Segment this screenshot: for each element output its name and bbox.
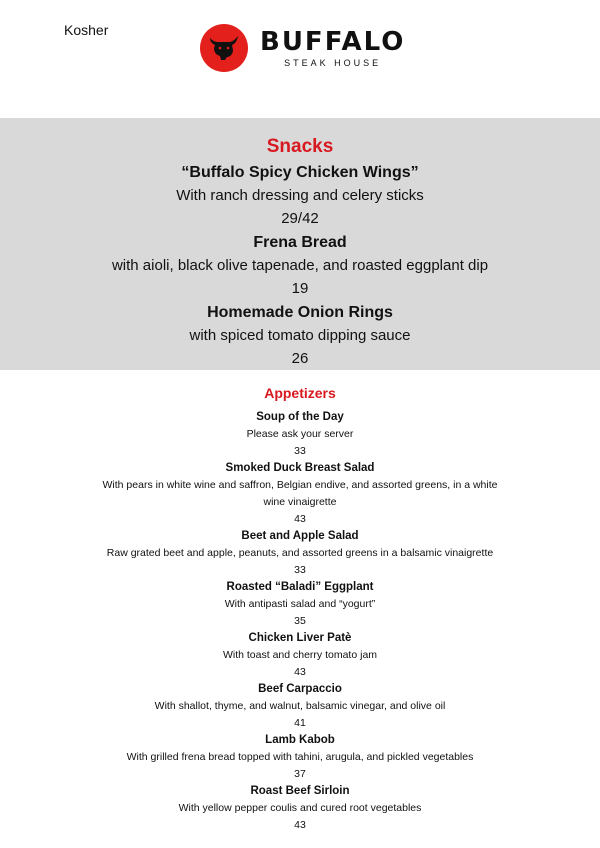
menu-item xyxy=(0,528,600,579)
menu-item xyxy=(0,460,600,528)
item-description: with aioli, black olive tapenade, and roasted eggplant dip xyxy=(111,257,489,274)
item-description: With pears in white wine and saffron, Belgian endive, and assorted greens, in a white wine vinaigrette xyxy=(102,479,498,508)
menu-item xyxy=(0,630,600,681)
item-price: 43 xyxy=(294,819,306,831)
item-name: “Buffalo Spicy Chicken Wings” xyxy=(181,164,419,181)
item-price: 35 xyxy=(294,615,306,627)
item-price: 33 xyxy=(294,564,306,576)
item-price: 26 xyxy=(291,350,309,367)
item-description: With ranch dressing and celery sticks xyxy=(176,187,424,204)
brand-logo xyxy=(200,24,405,72)
snacks-section xyxy=(0,118,600,370)
menu-item xyxy=(0,162,600,230)
item-description: With shallot, thyme, and walnut, balsamic vinegar, and olive oil xyxy=(154,700,446,712)
bull-icon xyxy=(200,24,248,72)
brand-subtitle: STEAK HOUSE xyxy=(284,58,382,68)
menu-item xyxy=(0,783,600,834)
menu-item xyxy=(0,302,600,370)
brand-name: BUFFALO xyxy=(260,27,406,57)
item-name: Beet and Apple Salad xyxy=(241,530,359,542)
item-description: With antipasti salad and “yogurt” xyxy=(224,598,376,610)
item-price: 29/42 xyxy=(281,210,319,227)
item-price: 41 xyxy=(294,717,306,729)
menu-item xyxy=(0,732,600,783)
item-price: 43 xyxy=(294,513,306,525)
menu-item xyxy=(0,232,600,300)
item-name: Chicken Liver Patè xyxy=(248,632,352,644)
item-price: 19 xyxy=(291,280,309,297)
menu-item xyxy=(0,409,600,460)
item-name: Frena Bread xyxy=(253,234,347,251)
item-price: 33 xyxy=(294,445,306,457)
item-name: Smoked Duck Breast Salad xyxy=(225,462,375,474)
menu-item xyxy=(0,579,600,630)
item-name: Homemade Onion Rings xyxy=(207,304,393,321)
item-name: Roasted “Baladi” Eggplant xyxy=(226,581,374,593)
appetizers-section xyxy=(0,383,600,834)
item-description: Raw grated beet and apple, peanuts, and assorted greens in a balsamic vinaigrette xyxy=(106,547,494,559)
item-name: Soup of the Day xyxy=(256,411,344,423)
menu-item xyxy=(0,681,600,732)
item-price: 37 xyxy=(294,768,306,780)
appetizers-title: Appetizers xyxy=(264,385,336,401)
item-description: with spiced tomato dipping sauce xyxy=(189,327,411,344)
item-name: Roast Beef Sirloin xyxy=(250,785,350,797)
item-price: 43 xyxy=(294,666,306,678)
item-description: With yellow pepper coulis and cured root vegetables xyxy=(178,802,422,814)
item-name: Beef Carpaccio xyxy=(258,683,342,695)
item-description: With toast and cherry tomato jam xyxy=(222,649,378,661)
item-name: Lamb Kabob xyxy=(265,734,335,746)
kosher-label: Kosher xyxy=(64,22,109,38)
item-description: With grilled frena bread topped with tahini, arugula, and pickled vegetables xyxy=(126,751,474,763)
item-description: Please ask your server xyxy=(246,428,354,440)
snacks-title: Snacks xyxy=(266,136,334,157)
